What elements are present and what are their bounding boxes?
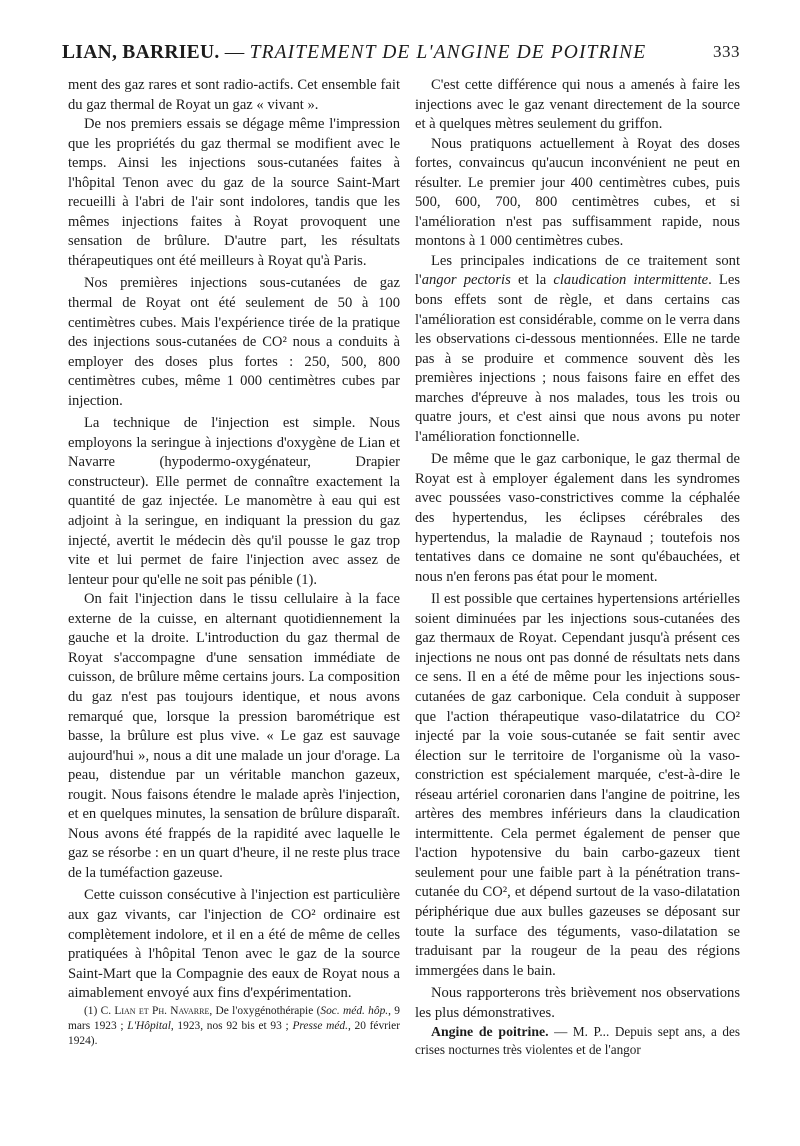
paragraph-text: et la — [510, 272, 554, 289]
observation-heading: Angine de poitrine. — [431, 1024, 549, 1040]
paragraph: De même que le gaz carbonique, le gaz thermal de Royat est à employer également dans les syndromes avec poussées vaso-constrictives comme la céphalée des hypertendus, les éclipses cérébrales des hypertendus, la maladie de Raynaud ; toutefois nos tentatives dans ce domaine ne sont qu'ébauchées, et nous n'en ferons pas état pour le moment. — [415, 451, 740, 585]
footnote-marker: (1) — [84, 1004, 101, 1017]
footnote-journal: Presse méd. — [292, 1019, 348, 1032]
paragraph: Nous pratiquons actuellement à Royat des doses fortes, convaincus qu'aucun inconvénient ne peut en résulter. Le premier jour 400 centimètres cubes, puis 500, 600, 700, 800 centimètres cubes, et si l'amélioration n'est pas suffisamment rapide, nous montons à 1 000 centimètres cubes. — [415, 135, 740, 250]
term-angor-pectoris: angor pectoris — [421, 272, 511, 289]
paragraph: C'est cette différence qui nous a amenés à faire les injections avec le gaz venant directement de la source et à quelques mètres seulement du griffon. — [415, 77, 740, 133]
paragraph-text: Les principales indications de ce traitement sont l' — [415, 252, 740, 289]
paragraph: Nos premières injections sous-cutanées de gaz thermal de Royat ont été seulement de 50 à 100 centimètres cubes. Mais l'expérience tirée de la pratique des injections sous-cutanées de CO² nous a conduits à employer des doses plus fortes : 250, 500, 800 centimètres cubes, même 1 000 centimètres cubes par injection. — [68, 275, 400, 409]
footnote-text: , 1923, nos 92 bis et 93 ; — [170, 1019, 293, 1032]
footnote-authors: C. Lian et Ph. Navarre — [100, 1004, 210, 1017]
paragraph: Cette cuisson consécutive à l'injection est particulière aux gaz vivants, car l'injection de CO² ordinaire est complètement indolore, et il en a été de même de celles pratiquées à l'hôpital Tenon avec le gaz de la source Saint-Mart que la Compagnie des eaux de Royat nous a aimablement envoyé aux fins d'expérimentation. — [68, 887, 400, 1002]
header-title: TRAITEMENT DE L'ANGINE DE POITRINE — [249, 42, 647, 63]
observation-text: — M. P... Depuis sept ans, a des crises nocturnes très violentes et de l'angor — [415, 1024, 740, 1058]
paragraph: ment des gaz rares et sont radio-actifs. Cet ensemble fait du gaz thermal de Royat un gaz « vivant ». — [68, 77, 400, 113]
paragraph: On fait l'injection dans le tissu cellulaire à la face externe de la cuisse, en alternant quotidiennement la gauche et la droite. L'introduction du gaz thermal de Royat s'accompagne d'une sensation immédiate de cuisson, de brûlure même certains jours. La composition du gaz n'est pas toujours identique, et nous avons remarqué que, lorsque la pression barométrique est basse, la brûlure est plus vive. « Le gaz est sauvage aujourd'hui », nous a dit une malade un jour d'orage. La peau, distendue par un véritable manchon gazeux, rougit. Nous faisons étendre le malade après l'injection, et en quelques minutes, la sensation de brûlure disparaît. Nous avons été frappés de la rapidité avec laquelle le gaz se résorbe : en un quart d'heure, il ne reste plus trace de la tuméfaction gazeuse. — [68, 591, 400, 881]
footnote-text: , De l'oxygénothérapie ( — [209, 1004, 321, 1017]
paragraph — [415, 252, 740, 447]
page-number: 333 — [713, 42, 740, 61]
footnote — [68, 1004, 400, 1049]
footnote-journal: Soc. méd. hôp. — [320, 1004, 389, 1017]
right-column — [415, 76, 740, 1059]
header-dash: — — [219, 42, 250, 63]
term-claudication: claudication intermittente — [553, 272, 709, 289]
running-header — [62, 42, 740, 68]
paragraph: Il est possible que certaines hypertensions artérielles soient diminuées par les injections sous-cutanées des gaz thermaux de Royat. Cependant jusqu'à présent ces injections ne nous ont pas donné de résultats nets dans ce sens. Il en a été de même pour les injections sous-cutanées de gaz carbonique. Cela conduit à supposer que l'action thérapeutique vaso-dilatatrice du CO² injecté par la voie sous-cutanée se fait sentir avec élection sur le territoire de l'organisme où la vaso-constriction est spécialement marquée, c'est-à-dire le réseau artériel coronarien dans l'angine de poitrine, les artères des membres inférieurs dans la claudication intermittente. Cela permet également de penser que l'action hypotensive du bain carbo-gazeux tient seulement pour une faible part à la pénétration trans-cutanée du CO², et dépend surtout de la vaso-dilatation périphérique due aux bulles gazeuses se déposant sur toute la surface des téguments, vaso-dilatation se traduisant par la rougeur de la peau des régions immergées dans le bain. — [415, 591, 740, 979]
header-authors: LIAN, BARRIEU. — [62, 42, 220, 63]
left-column — [68, 76, 400, 1049]
paragraph: De nos premiers essais se dégage même l'impression que les propriétés du gaz thermal se modifient avec le temps. Ainsi les injections sous-cutanées faites à l'hôpital Tenon avec du gaz de la source Saint-Mart recueilli à l'abri de l'air sont indolores, tandis que les mêmes injections faites à Royat provoquent une sensation de brûlure. D'autre part, les résultats thérapeutiques ont été meilleurs à Royat qu'à Paris. — [68, 116, 400, 269]
paragraph: La technique de l'injection est simple. Nous employons la seringue à injections d'oxygène de Lian et Navarre (hypodermo-oxygénateur, Drapier constructeur). Elle permet de connaître exactement la quantité de gaz injectée. Le manomètre à eau qui est adjoint à la seringue, en indiquant la pression du gaz injecté, avertit le médecin dès qu'il pousse le gaz trop vite et lui permet de faire l'injection avec assez de lenteur pour qu'elle ne soit pas pénible (1). — [68, 415, 400, 588]
footnote-journal: L'Hôpital — [127, 1019, 171, 1032]
footnote-text: , 20 février 1924). — [68, 1019, 400, 1047]
footnote-text: , 9 mars 1923 ; — [68, 1004, 400, 1032]
observation-paragraph — [415, 1023, 740, 1059]
paragraph-text: . Les bons effets sont de règle, et dans certains cas l'amélioration est considérable, comme on le verra dans les observations ci-dessous mentionnées. Elle ne tarde pas à se produire et commence souvent dès les premières injections ; nous faisons faire en effet des marches d'épreuve à nos malades, tous les trois ou quatre jours, et c'est ainsi que nous avons pu noter l'amélioration fonctionnelle. — [415, 272, 740, 445]
paragraph: Nous rapporterons très brièvement nos observations les plus démonstratives. — [415, 985, 740, 1021]
